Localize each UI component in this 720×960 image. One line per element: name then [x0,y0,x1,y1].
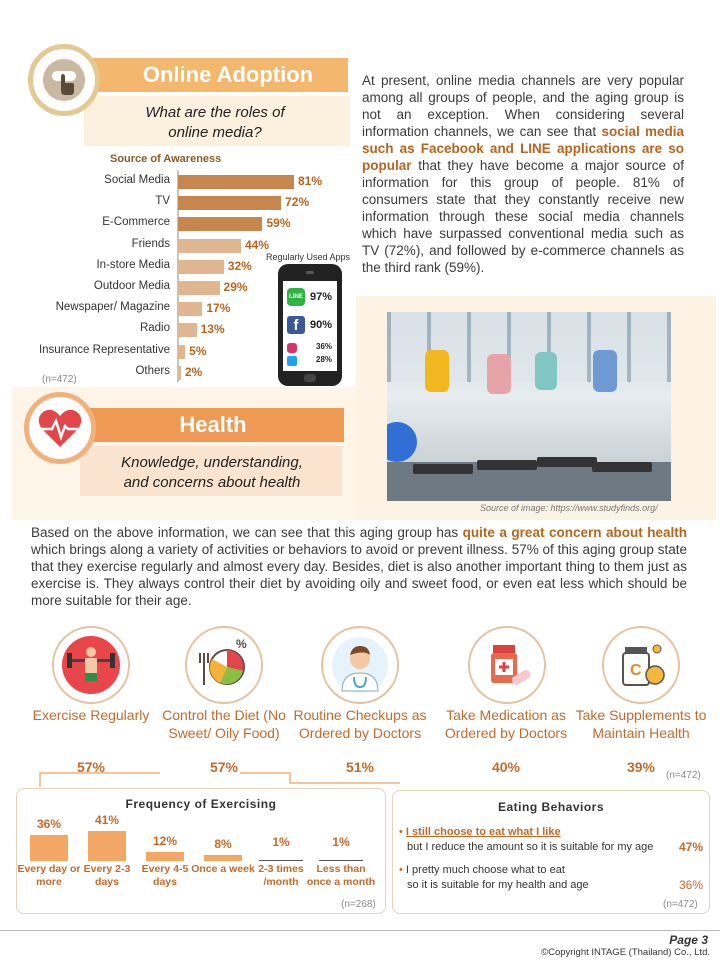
behavior-label: Control the Diet (No Sweet/ Oily Food) [162,707,286,741]
frequency-label: 2-3 times /month [258,863,304,888]
frequency-label: Every day or more [17,863,81,888]
supplement-icon-circle [602,626,680,704]
frequency-bar [319,860,363,861]
phone-camera [306,271,314,274]
doctor-icon [330,635,390,695]
frequency-label: Less than once a month [306,863,376,888]
frequency-bar [88,831,126,861]
doctor-icon-circle [321,626,399,704]
frequency-bar [259,860,303,861]
health-paragraph-highlight: quite a great concern about health [462,525,687,540]
health-n-note: (n=472) [666,770,701,781]
bar [178,260,224,274]
bar [178,196,281,210]
bar-value-label: 29% [223,280,248,294]
bar-label: Outdoor Media [93,280,170,292]
frequency-value: 41% [94,813,120,827]
bar-value-label: 72% [285,195,310,210]
bar-label: In-store Media [96,258,170,271]
behavior-label: Take Supplements to Maintain Health [575,707,707,741]
bar [178,302,202,316]
health-paragraph-part3: which brings along a variety of activities or behaviors to avoid or prevent illness. 57% of this aging group state that they exercise regularly and almost every day. Besides, diet is also another important thing to them just as exercise is. They always control their diet by avoiding oily and sweet food, or even eat less which should be more suitable for their age. [31,542,687,608]
bar-label: Insurance Representative [38,343,170,356]
eating-item-1-line2: but I reduce the amount so it is suitable for my age [407,841,654,853]
health-paragraph [31,524,687,609]
page-number: Page 3 [669,933,708,947]
line-app-value: 97% [310,291,333,303]
diet-icon-circle [185,626,263,704]
bar [178,345,185,359]
medication-icon [477,635,537,695]
health-banner [70,408,344,442]
exercise-icon [61,635,121,695]
image-source: Source of image: https://www.studyfinds.org/ [480,503,658,513]
heart-pulse-icon [37,407,83,449]
frequency-bar [30,835,68,861]
frequency-label: Once a week [191,863,255,875]
behavior-value: 57% [209,759,239,775]
frequency-box [16,788,386,914]
exercise-icon-circle [52,626,130,704]
health-paragraph-part1: Based on the above information, we can see that this aging group has [31,525,463,540]
step-platform-4 [592,462,652,472]
health-banner-title: Health [179,412,247,437]
phone-home-button [304,374,316,382]
step-platform-2 [477,460,537,470]
frequency-n-note: (n=268) [341,899,376,910]
facebook-app-value: 90% [310,319,333,331]
bar [178,239,241,253]
behavior-value: 51% [345,759,375,775]
instagram-app-icon [287,343,297,353]
person-4 [593,350,617,392]
facebook-app-icon: f [287,316,305,334]
eating-item-2 [399,863,703,893]
bar-value-label: 81% [298,174,323,188]
apps-title: Regularly Used Apps [266,252,351,262]
person-3 [535,352,557,390]
bar-value-label: 5% [189,343,207,358]
medication-icon-circle [468,626,546,704]
eating-item-2-value: 36% [678,878,703,892]
behavior-value: 39% [626,759,656,775]
frequency-bar [204,855,242,861]
online-icon-circle [28,44,100,116]
svg-text:C: C [630,662,642,679]
bar [178,323,197,337]
eating-item-1 [399,825,703,855]
eating-box [392,790,710,914]
svg-text:%: % [236,637,247,651]
bar-label: E-Commerce [102,216,170,229]
bar-value-label: 2% [185,364,203,379]
bar-value-label: 44% [245,237,270,252]
bar-label: TV [155,195,170,208]
twitter-app-icon [287,356,297,366]
exercise-photo [387,312,671,501]
online-paragraph-part1: At present, online media channels are very popular among all groups of people, and the aging group is not an exception. When considering several information channels, we can see that [362,73,684,139]
frequency-value: 8% [214,837,232,852]
health-icon-circle [24,392,96,464]
frequency-bar [146,852,184,861]
behavior-label: Take Medication as Ordered by Doctors [444,707,568,741]
eating-item-2-line2: so it is suitable for my health and age [407,879,589,891]
copyright: ©Copyright INTAGE (Thailand) Co., Ltd. [541,947,710,958]
frequency-label: Every 4-5 days [141,863,189,888]
online-paragraph-highlight: social media such as Facebook and LINE applications are so popular [362,124,684,173]
behavior-label: Exercise Regularly [32,707,150,723]
step-platform-1 [413,464,473,474]
online-n-note: (n=472) [42,374,77,385]
behavior-value: 40% [491,759,521,775]
bar [178,175,294,189]
diet-icon [194,635,254,695]
frequency-value: 1% [332,835,350,849]
online-banner-title: Online Adoption [142,62,314,87]
eating-item-1-line1: I still choose to eat what I like [405,826,561,838]
phone-frame [278,264,342,386]
online-paragraph-part3: that they have become a major source of information for this group of people. 81% of consumers state that they constantly receive new information through these social media channels which have surpassed conventional media such as TV (72%), and followed by e-commerce channels as the third rank (59%). [362,158,684,275]
bar-value-label: 17% [206,301,231,316]
health-question: Knowledge, understanding, and concerns about health [121,454,303,491]
bullet-icon: • [399,864,406,876]
step-platform-3 [537,457,597,467]
supplement-icon [611,635,671,695]
line-app-icon: LINE [287,288,305,306]
bar-label: Newspaper/ Magazine [55,301,170,314]
frequency-value: 36% [36,816,62,831]
frequency-value: 1% [272,835,290,849]
bar [178,281,220,295]
person-1 [425,350,449,392]
online-question: What are the roles of online media? [145,104,285,141]
touch-icon [41,57,87,103]
behavior-label: Routine Checkups as Ordered by Doctors [293,707,427,741]
bar-value-label: 13% [200,322,225,337]
eating-item-2-line1: I pretty much choose what to eat [405,864,565,876]
bar-value-label: 59% [266,216,291,231]
footer-rule [0,930,720,931]
frequency-label: Every 2-3 days [83,863,131,888]
instagram-app-value: 36% [316,342,333,351]
twitter-app-value: 28% [316,355,333,364]
bar-label: Friends [131,237,170,250]
frequency-title: Frequency of Exercising [125,797,277,811]
photo-ball [387,422,417,462]
person-2 [487,354,511,394]
eating-item-1-value: 47% [678,840,703,854]
bar-label: Radio [139,322,170,335]
bar-value-label: 32% [227,258,252,273]
behavior-value: 57% [76,759,106,775]
eating-title: Eating Behaviors [497,800,605,814]
bar [178,217,262,231]
frequency-value: 12% [152,834,178,849]
bar-label: Others [135,364,170,377]
chart-title: Source of Awareness [110,153,222,165]
online-banner [78,58,348,92]
eating-n-note: (n=472) [663,899,698,910]
online-paragraph [362,72,684,276]
bar-label: Social Media [104,174,170,186]
bullet-icon: • [399,826,406,838]
bar [178,366,181,380]
